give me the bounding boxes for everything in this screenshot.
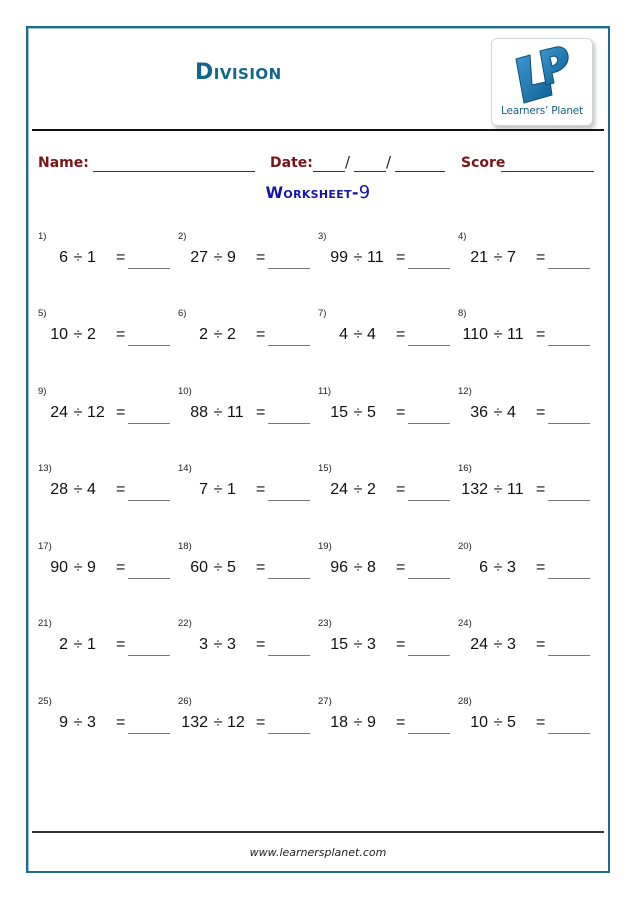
answer-blank[interactable] [548, 500, 590, 501]
name-label: Name: [38, 155, 89, 171]
answer-blank[interactable] [408, 268, 450, 269]
problem-item [458, 308, 598, 368]
divisor: 4 [87, 481, 96, 498]
divisor: 2 [367, 481, 376, 498]
division-sign: ÷ [353, 636, 363, 653]
page-title: Division [195, 60, 282, 85]
problem-number: 28) [458, 696, 472, 707]
problem-item [458, 231, 598, 291]
problem-number: 17) [38, 541, 52, 552]
problem-number: 3) [318, 231, 327, 242]
problem-equation [38, 249, 178, 271]
divisor: 2 [227, 326, 236, 343]
problem-item [178, 231, 318, 291]
equals-sign: = [396, 636, 406, 653]
answer-blank[interactable] [128, 423, 170, 424]
problem-item [318, 386, 458, 446]
divisor: 11 [367, 249, 384, 266]
answer-blank[interactable] [408, 655, 450, 656]
division-sign: ÷ [353, 326, 363, 343]
answer-blank[interactable] [128, 733, 170, 734]
problem-number: 19) [318, 541, 332, 552]
problem-equation [38, 481, 178, 503]
problem-equation [178, 559, 318, 581]
problem-equation [318, 559, 458, 581]
problem-equation [458, 559, 598, 581]
problem-equation [318, 249, 458, 271]
divisor: 9 [87, 559, 96, 576]
problem-item [318, 231, 458, 291]
divisor: 3 [227, 636, 236, 653]
division-sign: ÷ [493, 559, 503, 576]
problem-equation [178, 636, 318, 658]
problem-equation [458, 481, 598, 503]
divisor: 4 [507, 404, 516, 421]
equals-sign: = [256, 249, 266, 266]
equals-sign: = [396, 481, 406, 498]
problem-number: 10) [178, 386, 192, 397]
problem-item [458, 386, 598, 446]
problem-item [178, 541, 318, 601]
answer-blank[interactable] [408, 578, 450, 579]
divisor: 12 [227, 714, 245, 731]
dividend: 24 [330, 481, 348, 498]
problem-number: 24) [458, 618, 472, 629]
problem-number: 2) [178, 231, 187, 242]
divisor: 12 [87, 404, 105, 421]
problem-item [178, 618, 318, 678]
answer-blank[interactable] [268, 655, 310, 656]
equals-sign: = [116, 714, 126, 731]
dividend: 10 [50, 326, 68, 343]
problem-item [38, 386, 178, 446]
division-sign: ÷ [73, 559, 83, 576]
problem-equation [318, 326, 458, 348]
division-sign: ÷ [73, 326, 83, 343]
problem-number: 7) [318, 308, 327, 319]
answer-blank[interactable] [268, 268, 310, 269]
problem-number: 12) [458, 386, 472, 397]
dividend: 2 [59, 636, 68, 653]
division-sign: ÷ [73, 249, 83, 266]
problem-item [38, 541, 178, 601]
division-sign: ÷ [73, 404, 83, 421]
answer-blank[interactable] [408, 423, 450, 424]
divisor: 9 [227, 249, 236, 266]
problem-number: 11) [318, 386, 332, 397]
answer-blank[interactable] [268, 423, 310, 424]
division-sign: ÷ [213, 714, 223, 731]
division-sign: ÷ [213, 481, 223, 498]
dividend: 4 [339, 326, 348, 343]
footer-url: www.learnersplanet.com [249, 846, 387, 859]
division-sign: ÷ [353, 249, 363, 266]
equals-sign: = [536, 636, 546, 653]
problem-item [318, 618, 458, 678]
problem-item [38, 463, 178, 523]
equals-sign: = [256, 404, 266, 421]
division-sign: ÷ [493, 249, 503, 266]
answer-blank[interactable] [128, 500, 170, 501]
problem-item [458, 541, 598, 601]
problem-item [178, 386, 318, 446]
worksheet-number: 9 [358, 182, 371, 203]
division-sign: ÷ [73, 714, 83, 731]
answer-blank[interactable] [408, 500, 450, 501]
divisor: 1 [227, 481, 236, 498]
problem-number: 1) [38, 231, 47, 242]
problem-item [318, 696, 458, 756]
dividend: 36 [470, 404, 488, 421]
problem-equation [458, 326, 598, 348]
problem-number: 26) [178, 696, 192, 707]
problem-item [318, 541, 458, 601]
problem-equation [318, 636, 458, 658]
problem-equation [38, 404, 178, 426]
problem-equation [38, 559, 178, 581]
equals-sign: = [396, 404, 406, 421]
dividend: 15 [330, 404, 348, 421]
problem-number: 8) [458, 308, 467, 319]
problem-item [38, 308, 178, 368]
answer-blank[interactable] [268, 733, 310, 734]
divisor: 3 [87, 714, 96, 731]
division-sign: ÷ [73, 481, 83, 498]
division-sign: ÷ [493, 714, 503, 731]
problem-equation [38, 714, 178, 736]
equals-sign: = [116, 404, 126, 421]
problem-equation [458, 714, 598, 736]
answer-blank[interactable] [128, 578, 170, 579]
division-sign: ÷ [493, 636, 503, 653]
dividend: 90 [50, 559, 68, 576]
lp-logo-icon [510, 45, 576, 107]
answer-blank[interactable] [268, 578, 310, 579]
division-sign: ÷ [213, 249, 223, 266]
problem-equation [318, 404, 458, 426]
date-separator: / [345, 153, 351, 171]
problem-number: 20) [458, 541, 472, 552]
score-field[interactable] [501, 171, 594, 172]
problem-number: 23) [318, 618, 332, 629]
answer-blank[interactable] [408, 733, 450, 734]
dividend: 15 [330, 636, 348, 653]
problem-equation [178, 404, 318, 426]
divisor: 3 [507, 636, 516, 653]
dividend: 60 [190, 559, 208, 576]
problem-item [38, 231, 178, 291]
divisor: 5 [227, 559, 236, 576]
problem-item [458, 696, 598, 756]
problem-number: 5) [38, 308, 47, 319]
problem-equation [178, 249, 318, 271]
divisor: 8 [367, 559, 376, 576]
date-year-field[interactable] [395, 171, 445, 172]
equals-sign: = [256, 714, 266, 731]
problem-equation [178, 481, 318, 503]
answer-blank[interactable] [128, 655, 170, 656]
equals-sign: = [536, 481, 546, 498]
dividend: 132 [461, 481, 488, 498]
division-sign: ÷ [73, 636, 83, 653]
division-sign: ÷ [213, 404, 223, 421]
header-divider [32, 129, 604, 131]
dividend: 24 [50, 404, 68, 421]
dividend: 6 [479, 559, 488, 576]
divisor: 4 [367, 326, 376, 343]
problem-equation [38, 326, 178, 348]
worksheet-heading [0, 182, 636, 203]
division-sign: ÷ [493, 404, 503, 421]
date-day-field[interactable] [313, 171, 345, 172]
problem-number: 4) [458, 231, 467, 242]
dividend: 27 [190, 249, 208, 266]
learners-planet-logo [491, 38, 593, 126]
dividend: 9 [59, 714, 68, 731]
equals-sign: = [396, 714, 406, 731]
worksheet-label: Worksheet- [265, 183, 359, 202]
answer-blank[interactable] [548, 733, 590, 734]
division-sign: ÷ [213, 636, 223, 653]
answer-blank[interactable] [268, 500, 310, 501]
division-sign: ÷ [353, 404, 363, 421]
problem-number: 13) [38, 463, 52, 474]
division-sign: ÷ [353, 481, 363, 498]
divisor: 3 [367, 636, 376, 653]
date-separator: / [386, 153, 392, 171]
answer-blank[interactable] [268, 345, 310, 346]
dividend: 24 [470, 636, 488, 653]
equals-sign: = [536, 714, 546, 731]
problem-number: 18) [178, 541, 192, 552]
problem-equation [178, 326, 318, 348]
problem-number: 14) [178, 463, 192, 474]
division-sign: ÷ [493, 326, 503, 343]
answer-blank[interactable] [128, 345, 170, 346]
problem-equation [318, 481, 458, 503]
equals-sign: = [256, 481, 266, 498]
divisor: 5 [367, 404, 376, 421]
divisor: 11 [227, 404, 244, 421]
logo-text: Learners’ Planet [501, 105, 583, 117]
problem-item [38, 696, 178, 756]
division-sign: ÷ [493, 481, 503, 498]
division-sign: ÷ [353, 714, 363, 731]
problem-item [318, 308, 458, 368]
equals-sign: = [396, 326, 406, 343]
dividend: 96 [330, 559, 348, 576]
divisor: 3 [507, 559, 516, 576]
equals-sign: = [116, 636, 126, 653]
answer-blank[interactable] [548, 345, 590, 346]
divisor: 9 [367, 714, 376, 731]
dividend: 28 [50, 481, 68, 498]
dividend: 2 [199, 326, 208, 343]
problem-item [458, 618, 598, 678]
divisor: 1 [87, 249, 96, 266]
date-month-field[interactable] [354, 171, 386, 172]
divisor: 1 [87, 636, 96, 653]
problem-number: 22) [178, 618, 192, 629]
problem-equation [458, 404, 598, 426]
equals-sign: = [116, 559, 126, 576]
answer-blank[interactable] [548, 578, 590, 579]
problem-number: 25) [38, 696, 52, 707]
equals-sign: = [396, 249, 406, 266]
dividend: 3 [199, 636, 208, 653]
problem-number: 9) [38, 386, 47, 397]
answer-blank[interactable] [408, 345, 450, 346]
problem-item [178, 308, 318, 368]
answer-blank[interactable] [128, 268, 170, 269]
problem-item [458, 463, 598, 523]
dividend: 99 [330, 249, 348, 266]
dividend: 18 [330, 714, 348, 731]
problem-item [178, 463, 318, 523]
problem-number: 15) [318, 463, 332, 474]
equals-sign: = [116, 326, 126, 343]
score-label: Score [461, 155, 506, 171]
divisor: 2 [87, 326, 96, 343]
equals-sign: = [536, 326, 546, 343]
division-sign: ÷ [213, 326, 223, 343]
problem-number: 16) [458, 463, 472, 474]
equals-sign: = [536, 404, 546, 421]
answer-blank[interactable] [548, 423, 590, 424]
problem-number: 27) [318, 696, 332, 707]
dividend: 132 [181, 714, 208, 731]
answer-blank[interactable] [548, 268, 590, 269]
equals-sign: = [536, 249, 546, 266]
date-label: Date: [270, 155, 313, 171]
dividend: 110 [462, 326, 488, 343]
problem-item [318, 463, 458, 523]
problem-number: 6) [178, 308, 187, 319]
equals-sign: = [536, 559, 546, 576]
footer-divider [32, 831, 604, 833]
dividend: 88 [190, 404, 208, 421]
problem-equation [318, 714, 458, 736]
problem-equation [458, 249, 598, 271]
problem-equation [178, 714, 318, 736]
dividend: 10 [470, 714, 488, 731]
divisor: 7 [507, 249, 516, 266]
equals-sign: = [396, 559, 406, 576]
problem-equation [458, 636, 598, 658]
answer-blank[interactable] [548, 655, 590, 656]
divisor: 5 [507, 714, 516, 731]
equals-sign: = [116, 481, 126, 498]
problem-item [38, 618, 178, 678]
divisor: 11 [507, 326, 524, 343]
dividend: 21 [470, 249, 488, 266]
name-field[interactable] [93, 171, 255, 172]
problem-equation [38, 636, 178, 658]
equals-sign: = [116, 249, 126, 266]
dividend: 7 [199, 481, 208, 498]
dividend: 6 [59, 249, 68, 266]
equals-sign: = [256, 636, 266, 653]
problem-number: 21) [38, 618, 52, 629]
equals-sign: = [256, 326, 266, 343]
equals-sign: = [256, 559, 266, 576]
problem-item [178, 696, 318, 756]
division-sign: ÷ [353, 559, 363, 576]
division-sign: ÷ [213, 559, 223, 576]
divisor: 11 [507, 481, 524, 498]
